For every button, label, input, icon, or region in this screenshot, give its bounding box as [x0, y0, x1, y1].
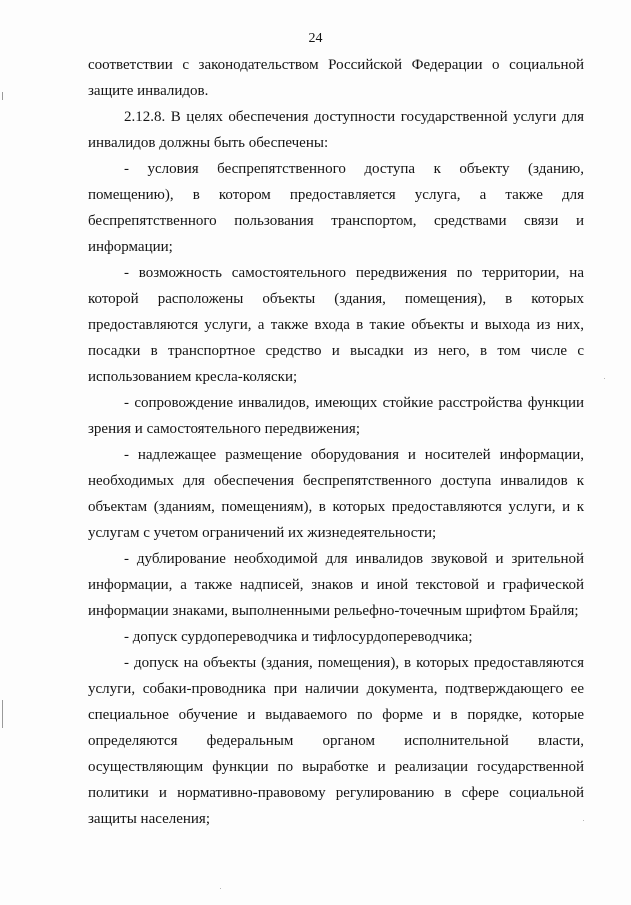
list-item-equipment-placement: - надлежащее размещение оборудования и носителей информации, необходимых для обеспечения беспрепятственного доступа инвалидов к объектам (зданиям, помещениям), в которых предоставляются услуги, и к услугам с учетом ограничений их жизнедеятельности;	[88, 447, 584, 541]
list-item-guide-dog: - допуск на объекты (здания, помещения), в которых предоставляются услуги, собаки-проводника при наличии документа, подтверждающего ее специальное обучение и выдаваемого по форме и в порядке, которые определяются федеральным органом исполнительной власти, осуществляющим функции по выработке и реализации государственной политики и нормативно-правовому регулированию в сфере социальной защиты населения;	[88, 655, 584, 827]
list-item-sign-interpreter: - допуск сурдопереводчика и тифлосурдопереводчика;	[124, 629, 473, 645]
scan-speck	[604, 378, 605, 379]
scan-edge-mark	[2, 92, 3, 100]
list-item-information-duplication: - дублирование необходимой для инвалидов звуковой и зрительной информации, а также надписей, знаков и иной текстовой и графической информации знаками, выполненными рельефно-точечным шрифтом Брайля;	[88, 551, 584, 619]
scan-speck	[583, 820, 584, 821]
list-item-unobstructed-access: - условия беспрепятственного доступа к объекту (зданию, помещению), в котором предоставляется услуга, а также для беспрепятственного пользования транспортом, средствами связи и информации;	[88, 161, 584, 255]
page-number: 24	[308, 31, 323, 46]
scan-edge-mark	[2, 700, 3, 728]
document-body	[88, 52, 584, 832]
paragraph-continuation: соответствии с законодательством Российской Федерации о социальной защите инвалидов.	[88, 57, 584, 99]
paragraph-clause-2-12-8: 2.12.8. В целях обеспечения доступности государственной услуги для инвалидов должны быть обеспечены:	[88, 109, 584, 151]
list-item-independent-movement: - возможность самостоятельного передвижения по территории, на которой расположены объекты (здания, помещения), в которых предоставляются услуги, а также входа в такие объекты и выхода из них, посадки в транспортное средство и высадки из него, в том числе с использованием кресла-коляски;	[88, 265, 584, 385]
scan-speck	[220, 888, 221, 889]
list-item-escort: - сопровождение инвалидов, имеющих стойкие расстройства функции зрения и самостоятельного передвижения;	[88, 395, 584, 437]
